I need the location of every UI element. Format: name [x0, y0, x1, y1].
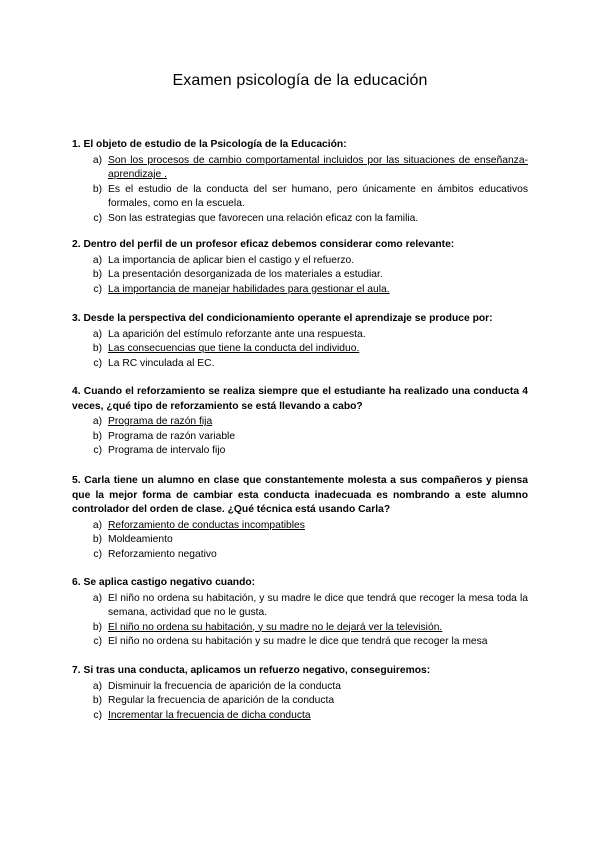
question-5: [72, 474, 528, 562]
option-text: Moldeamiento: [108, 534, 173, 545]
question-text: 3. Desde la perspectiva del condicionamiento operante el aprendizaje se produce por:: [72, 313, 493, 324]
option-text: El niño no ordena su habitación y su madre le dice que tendrá que recoger la mesa: [108, 636, 488, 647]
options-list: [72, 254, 528, 298]
option-text: La importancia de aplicar bien el castigo y el refuerzo.: [108, 254, 355, 266]
options-list: [72, 680, 528, 724]
question-7: [72, 664, 528, 723]
option-letter: c): [93, 445, 102, 456]
question-text: 4. Cuando el reforzamiento se realiza siempre que el estudiante ha realizado una conducta 4 veces, ¿qué tipo de reforzamiento se está llevando a cabo?: [72, 386, 528, 412]
option-text: Son las estrategias que favorecen una relación eficaz con la familia.: [108, 212, 419, 224]
option-b: [72, 183, 528, 212]
question-4: [72, 385, 528, 459]
option-c: [72, 709, 528, 724]
option-letter: a): [92, 328, 102, 340]
question-text: 5. Carla tiene un alumno en clase que constantemente molesta a sus compañeros y piensa que la mejor forma de cambiar esta conducta inadecuada es nombrando a este alumno controlador del orden de clase. ¿Qué técnica está usando Carla?: [72, 475, 528, 515]
option-letter: b): [92, 430, 102, 442]
option-letter: c): [93, 548, 102, 560]
option-a: [72, 328, 528, 343]
option-letter: b): [92, 343, 102, 354]
question-text: 6. Se aplica castigo negativo cuando:: [72, 577, 256, 588]
question-text: 1. El objeto de estudio de la Psicología de la Educación:: [72, 139, 347, 150]
option-text: La RC vinculada al EC.: [108, 357, 215, 369]
question-6: [72, 576, 528, 650]
option-c: [72, 444, 528, 459]
option-text: Reforzamiento de conductas incompatibles: [108, 519, 305, 531]
question-text: 2. Dentro del perfil de un profesor eficaz debemos considerar como relevante:: [72, 239, 455, 250]
option-letter: a): [92, 254, 102, 266]
option-b: [72, 430, 528, 445]
question-text: 7. Si tras una conducta, aplicamos un refuerzo negativo, conseguiremos:: [72, 665, 431, 676]
option-letter: a): [92, 416, 102, 427]
options-list: [72, 519, 528, 563]
option-b: [72, 621, 528, 636]
options-list: [72, 154, 528, 227]
option-text: Reforzamiento negativo: [108, 548, 217, 560]
option-a: [72, 154, 528, 183]
option-c: [72, 548, 528, 563]
option-letter: a): [92, 592, 102, 604]
option-c: [72, 635, 528, 650]
option-letter: c): [93, 357, 102, 369]
option-b: [72, 268, 528, 283]
option-b: [72, 694, 528, 709]
option-b: [72, 533, 528, 548]
question-1: [72, 138, 528, 226]
options-list: [72, 415, 528, 459]
option-text: El niño no ordena su habitación, y su madre le dice que tendrá que recoger la mesa toda la semana, actividad que no le gusta.: [108, 592, 528, 618]
option-letter: b): [92, 695, 102, 706]
options-list: [72, 328, 528, 372]
option-text: Es el estudio de la conducta del ser humano, pero únicamente en ámbitos educativos formales, como en la escuela.: [108, 183, 528, 209]
question-3: [72, 312, 528, 371]
option-text: Programa de razón fija: [108, 416, 213, 427]
option-text: Incrementar la frecuencia de dicha conducta: [108, 709, 311, 721]
option-a: [72, 680, 528, 695]
option-text: Las consecuencias que tiene la conducta del individuo.: [108, 343, 360, 354]
option-letter: b): [92, 534, 102, 545]
option-text: La aparición del estímulo reforzante ante una respuesta.: [108, 328, 366, 340]
option-c: [72, 283, 528, 298]
option-c: [72, 212, 528, 227]
option-letter: a): [92, 519, 102, 531]
option-letter: c): [93, 636, 102, 647]
option-letter: b): [92, 183, 102, 195]
option-text: Programa de intervalo fijo: [108, 445, 226, 456]
option-a: [72, 415, 528, 430]
option-b: [72, 342, 528, 357]
option-text: La presentación desorganizada de los materiales a estudiar.: [108, 269, 383, 280]
option-text: Disminuir la frecuencia de aparición de la conducta: [108, 680, 341, 692]
option-text: La importancia de manejar habilidades para gestionar el aula.: [108, 283, 390, 295]
option-letter: c): [93, 283, 102, 295]
option-letter: a): [92, 680, 102, 692]
option-letter: b): [92, 269, 102, 280]
option-a: [72, 519, 528, 534]
option-letter: c): [93, 212, 102, 224]
question-2: [72, 238, 528, 297]
option-text: Son los procesos de cambio comportamental incluidos por las situaciones de enseñanza-aprendizaje .: [108, 154, 528, 180]
option-letter: c): [93, 709, 102, 721]
option-a: [72, 254, 528, 269]
option-text: Regular la frecuencia de aparición de la conducta: [108, 695, 335, 706]
options-list: [72, 592, 528, 650]
option-text: El niño no ordena su habitación, y su madre no le dejará ver la televisión.: [108, 621, 443, 633]
option-c: [72, 357, 528, 372]
page-title: Examen psicología de la educación: [172, 72, 428, 89]
option-letter: b): [92, 621, 102, 633]
option-a: [72, 592, 528, 621]
option-letter: a): [92, 154, 102, 166]
option-text: Programa de razón variable: [108, 430, 236, 442]
